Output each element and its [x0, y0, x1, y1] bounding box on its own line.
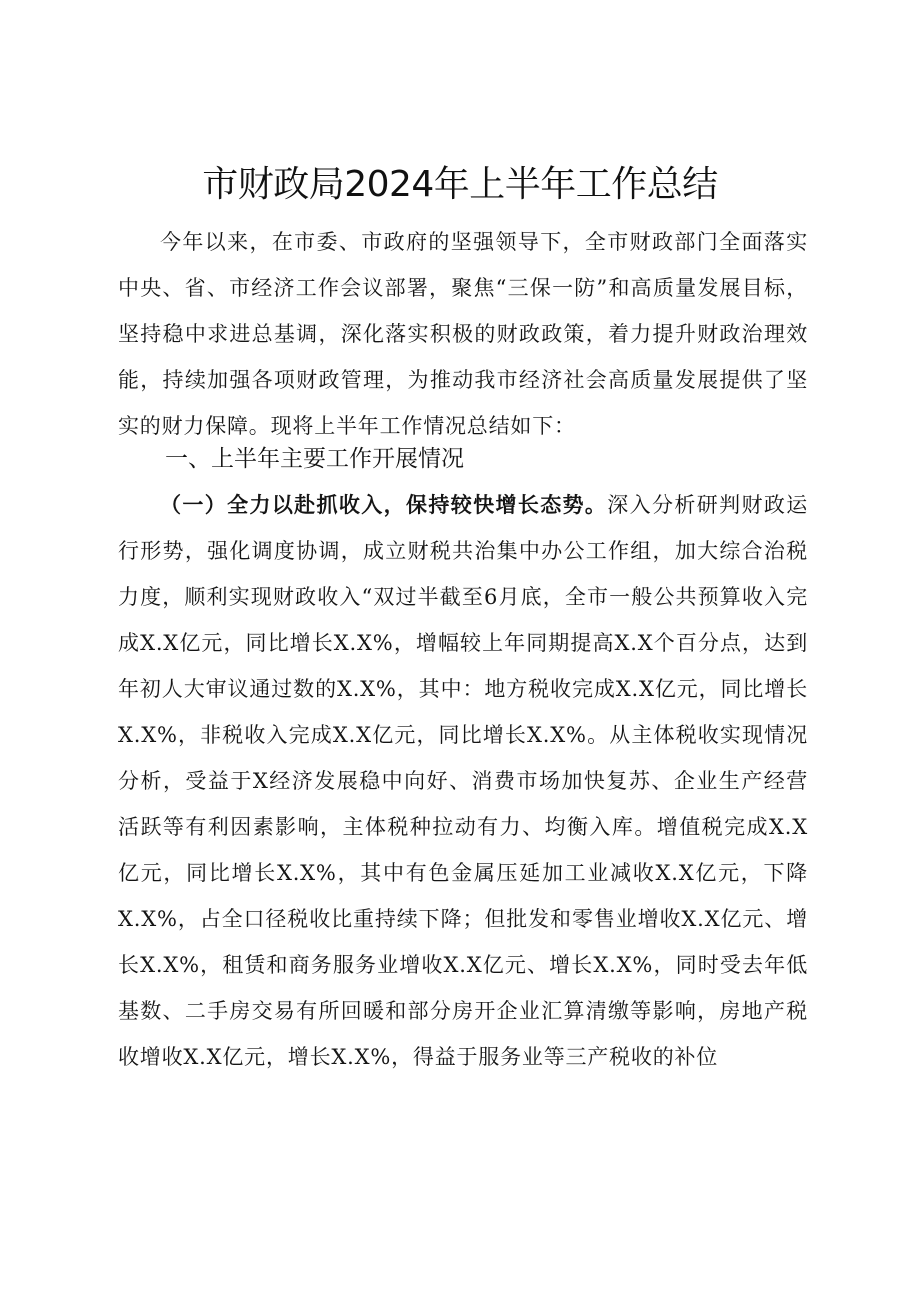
document-title: 市财政局2024年上半年工作总结 — [202, 164, 718, 205]
subsection-body: 深入分析研判财政运行形势，强化调度协调，成立财税共治集中办公工作组，加大综合治税力度，顺利实现财政收入“双过半截至6月底，全市一般公共预算收入完成X.X亿元，同比增长X.X%，增幅较上年同期提高X.X个百分点，达到年初人大审议通过数的X.X%，其中：地方税收完成X.X亿元，同比增长X.X%，非税收入完成X.X亿元，同比增长X.X%。从主体税收实现情况分析，受益于X经济发展稳中向好、消费市场加快复苏、企业生产经营活跃等有利因素影响，主体税种拉动有力、均衡入库。增值税完成X.X亿元，同比增长X.X%，其中有色金属压延加工业减收X.X亿元，下降X.X%，占全口径税收比重持续下降；但批发和零售业增收X.X亿元、增长X.X%，租赁和商务服务业增收X.X亿元、增长X.X%，同时受去年低基数、二手房交易有所回暖和部分房开企业汇算清缴等影响，房地产税收增收X.X亿元，增长X.X%，得益于服务业等三产税收的补位 — [118, 493, 808, 1069]
section-heading: 一、上半年主要工作开展情况 — [165, 446, 464, 472]
subsection-lead: （一）全力以赴抓收入，保持较快增长态势。 — [160, 492, 608, 517]
subsection-paragraph — [118, 482, 808, 1080]
intro-paragraph: 今年以来，在市委、市政府的坚强领导下，全市财政部门全面落实中央、省、市经济工作会议部署，聚焦“三保一防”和高质量发展目标，坚持稳中求进总基调，深化落实积极的财政政策，着力提升财政治理效能，持续加强各项财政管理，为推动我市经济社会高质量发展提供了坚实的财力保障。现将上半年工作情况总结如下： — [118, 230, 808, 438]
